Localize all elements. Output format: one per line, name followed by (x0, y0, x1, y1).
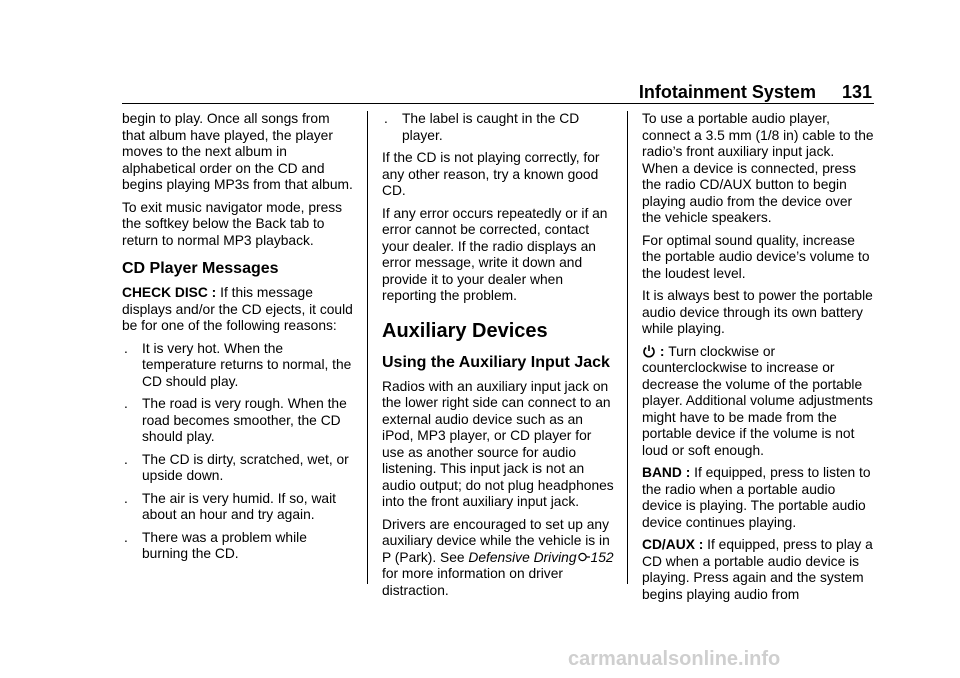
header-title: Infotainment System (638, 82, 816, 102)
band-text: If equipped, press to listen to the radio when a portable audio device is playing. The portable audio device continues playing. (642, 465, 871, 530)
list-item (122, 452, 354, 485)
check-disc-label: CHECK DISC : (122, 285, 217, 300)
paragraph: To exit music navigator mode, press the softkey below the Back tab to return to normal MP3 playback. (122, 199, 343, 248)
page-header (639, 82, 872, 103)
volume-knob-entry (642, 344, 874, 460)
cross-reference-link[interactable]: Defensive Driving (468, 549, 577, 565)
check-disc-entry (122, 285, 354, 335)
band-label: BAND : (642, 465, 691, 480)
bullet-marker: . (384, 111, 388, 126)
cd-aux-entry (642, 537, 874, 603)
section-heading-auxiliary-devices: Auxiliary Devices (382, 319, 548, 342)
paragraph: It is always best to power the portable audio device through its own battery while playing. (642, 288, 873, 336)
bullet-text: The label is caught in the CD player. (402, 111, 580, 143)
paragraph: To use a portable audio player, connect a 3.5 mm (1/8 in) cable to the radio’s front auxiliary input jack. When a device is connected, press the radio CD/AUX button to begin playing audio from the device over the vehicle speakers. (642, 111, 874, 225)
paragraph: If any error occurs repeatedly or if an error cannot be corrected, contact your dealer. If the radio displays an error message, write it down and provide it to your dealer when reporting the problem. (382, 205, 608, 303)
power-volume-knob-icon (642, 344, 656, 358)
paragraph: For optimal sound quality, increase the portable audio device’s volume to the loudest level. (642, 232, 870, 281)
band-entry (642, 465, 874, 531)
text-span: Drivers are encouraged to set up any auxiliary device while the vehicle is in P (Park). See (382, 516, 610, 565)
bullet-marker: . (124, 529, 128, 545)
knob-colon: : (656, 343, 669, 359)
column-3 (642, 111, 874, 609)
bullet-text: It is very hot. When the temperature returns to normal, the CD should play. (142, 340, 352, 389)
bullet-marker: . (124, 451, 128, 467)
bullet-text: The air is very humid. If so, wait about an hour and try again. (142, 490, 336, 522)
list-item (122, 530, 354, 563)
list-item (122, 341, 354, 391)
list-item (382, 111, 614, 144)
knob-text: Turn clockwise or counterclockwise to increase or decrease the volume of the portable player. Additional volume adjustments might have to be made from the portable device if the volume is not loud or soft enough. (642, 343, 873, 458)
column-divider (367, 111, 368, 584)
list-item (122, 396, 354, 446)
page-reference-icon (577, 550, 591, 564)
paragraph: If the CD is not playing correctly, for any other reason, try a known good CD. (382, 150, 600, 198)
header-rule (122, 103, 874, 104)
text-span: for more information on driver distraction. (382, 566, 563, 598)
column-2 (382, 111, 614, 605)
subheading-cd-player-messages: CD Player Messages (122, 260, 279, 277)
bullet-marker: . (124, 340, 128, 356)
watermark: carmanualsonline.info (568, 648, 781, 670)
cd-aux-text: If equipped, press to play a CD when a portable audio device is playing. Press again and the system begins playing audio from (642, 537, 873, 602)
page-number: 131 (841, 82, 872, 102)
subheading-auxiliary-input-jack: Using the Auxiliary Input Jack (382, 353, 610, 371)
bullet-text: There was a problem while burning the CD. (142, 529, 307, 561)
bullet-marker: . (124, 396, 128, 411)
check-disc-text: If this message displays and/or the CD ejects, it could be for one of the following reasons: (122, 285, 353, 333)
bullet-text: The road is very rough. When the road becomes smoother, the CD should play. (142, 396, 347, 444)
paragraph (382, 517, 614, 600)
list-item (122, 491, 354, 524)
page-reference-number[interactable]: 152 (590, 549, 614, 565)
cd-aux-label: CD/AUX : (642, 537, 704, 552)
bullet-marker: . (124, 490, 128, 506)
paragraph: Radios with an auxiliary input jack on the lower right side can connect to an external audio device such as an iPod, MP3 player, or CD player for use as another source for audio listening. This input jack is not an audio output; do not plug headphones into the front auxiliary input jack. (382, 378, 614, 509)
column-divider (627, 111, 628, 584)
bullet-text: The CD is dirty, scratched, wet, or upside down. (142, 451, 349, 483)
column-1 (122, 111, 354, 569)
paragraph: begin to play. Once all songs from that album have played, the player moves to the next album in alphabetical order on the CD and begins playing MP3s from that album. (122, 111, 353, 192)
